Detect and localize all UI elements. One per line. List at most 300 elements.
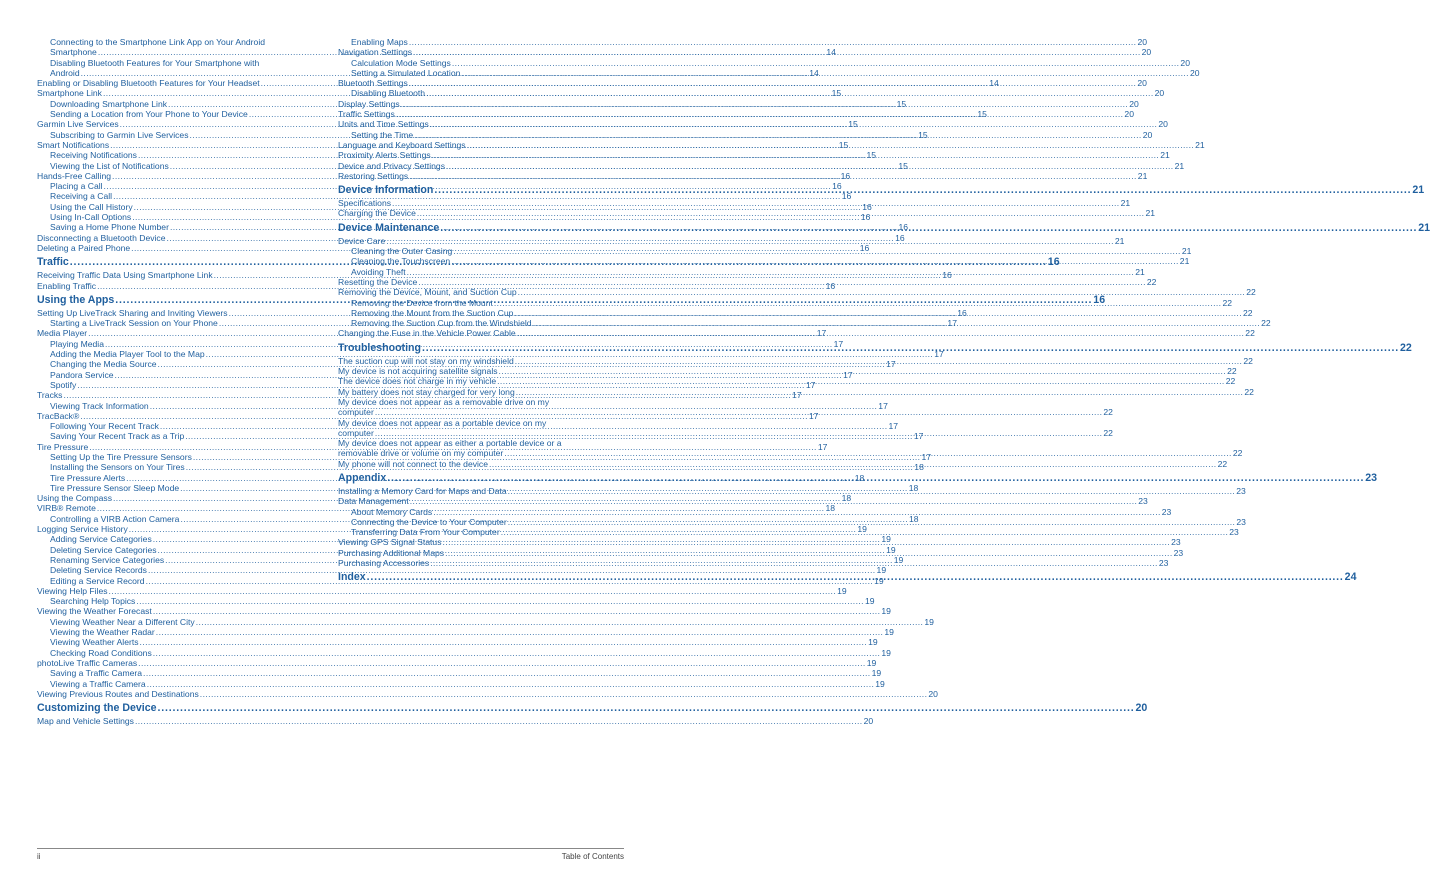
toc-page-number: 18	[914, 462, 924, 473]
toc-page-number: 16	[1047, 256, 1060, 269]
dot-leader	[501, 527, 1229, 537]
toc-page-number: 19	[884, 627, 894, 638]
toc-entry-title: Smartphone Link	[37, 88, 102, 99]
toc-page-number: 15	[977, 109, 987, 120]
dot-leader	[138, 658, 866, 668]
toc-entry-title-line1: My device does not appear as either a portable device or a	[338, 438, 562, 449]
toc-page-number: 16	[895, 232, 905, 243]
toc-entry-title: Sending a Location from Your Phone to Your Device	[50, 109, 248, 120]
toc-entry-checking-road-conditions[interactable]	[37, 647, 891, 658]
toc-page-number: 17	[913, 431, 924, 442]
toc-entry-title: Subscribing to Garmin Live Services	[50, 129, 189, 140]
toc-page-number: 22	[1399, 341, 1412, 354]
toc-page-number: 20	[1124, 109, 1134, 120]
dot-leader	[499, 366, 1227, 376]
toc-page-number: 16	[1093, 293, 1106, 306]
toc-page-number: 21	[1145, 208, 1156, 219]
toc-page-number: 15	[896, 98, 907, 109]
toc-page-number: 22	[1232, 448, 1243, 459]
dot-leader	[443, 537, 1171, 547]
toc-entry-title: Device and Privacy Settings	[338, 160, 445, 171]
dot-leader	[440, 222, 1417, 235]
toc-entry-title: Following Your Recent Track	[50, 421, 159, 432]
toc-entry-title: Media Player	[37, 328, 88, 339]
toc-page-number: 15	[831, 88, 842, 99]
toc-entry-title: Connecting the Device to Your Computer	[351, 516, 507, 527]
toc-page-number: 22	[1103, 427, 1113, 438]
dot-leader	[156, 627, 884, 637]
toc-page-number: 16	[832, 181, 842, 192]
toc-entry-title: Viewing Weather Alerts	[50, 637, 139, 648]
dot-leader	[375, 428, 1103, 438]
dot-leader	[461, 68, 1189, 78]
dot-leader	[426, 88, 1154, 98]
toc-entry-viewing-the-weather-radar[interactable]	[37, 627, 894, 638]
toc-entry-receiving-a-call[interactable]	[37, 191, 852, 202]
toc-page-number: 19	[875, 678, 885, 689]
toc-page-number: 19	[876, 565, 887, 576]
dot-leader	[409, 78, 1137, 88]
dot-leader	[467, 140, 1195, 150]
toc-page-number: 22	[1261, 318, 1271, 329]
toc-entry-title: Saving a Home Phone Number	[50, 222, 169, 233]
toc-entry-title: Smart Notifications	[37, 139, 110, 150]
dot-leader	[497, 376, 1225, 386]
toc-page-number: 21	[1412, 184, 1425, 197]
toc-entry-title: Data Management	[338, 496, 409, 507]
toc-chapter-title: Index	[338, 571, 366, 584]
toc-entry-title: Language and Keyboard Settings	[338, 139, 466, 150]
toc-entry-title-line1: My device does not appear as a removable drive on my	[338, 396, 550, 407]
toc-page-number: 18	[825, 503, 836, 514]
toc-entry-title-line2: Android	[50, 67, 80, 78]
toc-page-number: 20	[1141, 47, 1152, 58]
toc-chapter-title: Using the Apps	[37, 293, 115, 306]
toc-entry-title: Using the Compass	[37, 493, 112, 504]
toc-entry-photolive-traffic-cameras[interactable]	[37, 657, 877, 668]
toc-page-number: 21	[1120, 198, 1131, 209]
dot-leader	[417, 208, 1145, 218]
dot-leader	[410, 496, 1138, 506]
toc-page-number: 20	[1158, 119, 1168, 130]
toc-page-number: 17	[792, 390, 802, 401]
toc-page-number: 17	[817, 441, 828, 452]
toc-entry-title: About Memory Cards	[351, 506, 433, 517]
toc-entry-title: Receiving Notifications	[50, 150, 137, 161]
dot-leader	[518, 287, 1246, 297]
toc-entry-title: Enabling or Disabling Bluetooth Features for Your Headset	[37, 78, 260, 89]
toc-entry-title: photoLive Traffic Cameras	[37, 657, 138, 668]
toc-entry-title: Purchasing Additional Maps	[338, 547, 445, 558]
toc-entry-title: Deleting a Paired Phone	[37, 242, 131, 253]
toc-entry-title: Units and Time Settings	[338, 119, 429, 130]
toc-page-number: 16	[862, 201, 872, 212]
toc-page-number: 22	[1245, 328, 1255, 339]
toc-entry-title: The device does not charge in my vehicle	[338, 376, 497, 387]
toc-entry-viewing-the-weather-forecast[interactable]	[37, 606, 891, 617]
toc-page-number: 22	[1227, 366, 1237, 377]
toc-page-number: 19	[881, 534, 891, 545]
dot-leader	[414, 130, 1142, 140]
toc-entry-title: Resetting the Device	[338, 276, 418, 287]
toc-page-number: 17	[921, 451, 932, 462]
toc-page-number: 21	[1135, 266, 1145, 277]
toc-page-number: 21	[1195, 139, 1205, 150]
toc-page-number: 22	[1244, 386, 1254, 397]
toc-page-number: 21	[1114, 235, 1125, 246]
toc-entry-title: My device is not acquiring satellite signals	[338, 366, 498, 377]
toc-chapter-title: Troubleshooting	[338, 341, 421, 354]
toc-entry-title: Using the Call History	[50, 201, 133, 212]
toc-entry-title: Bluetooth Settings	[338, 78, 408, 89]
dot-leader	[367, 571, 1344, 584]
dot-leader	[153, 648, 881, 658]
toc-entry-viewing-a-traffic-camera[interactable]	[37, 678, 885, 689]
toc-entry-title: Disconnecting a Bluetooth Device	[37, 232, 166, 243]
toc-chapter-title: Device Information	[338, 184, 434, 197]
toc-entry-title-line2: computer	[338, 407, 374, 418]
toc-page-number: 19	[857, 524, 867, 535]
dot-leader	[508, 486, 1236, 496]
toc-entry-title: Viewing Track Information	[50, 400, 149, 411]
dot-leader	[445, 548, 1173, 558]
toc-entry-title: The suction cup will not stay on my windshield	[338, 355, 514, 366]
toc-entry-title: Editing a Service Record	[50, 575, 145, 586]
toc-entry-title: Removing the Suction Cup from the Windshield	[351, 318, 532, 329]
toc-entry-title: Changing the Fuse in the Vehicle Power Cable	[338, 328, 516, 339]
toc-page-number: 22	[1225, 376, 1236, 387]
toc-entry-title: Removing the Device, Mount, and Suction Cup	[338, 287, 517, 298]
toc-entry-viewing-help-files[interactable]	[37, 585, 847, 596]
toc-page-number: 21	[1160, 150, 1170, 161]
toc-entry-title: Cleaning the Touchscreen	[351, 256, 451, 267]
toc-entry-title: Display Settings	[338, 98, 400, 109]
toc-entry-title: Avoiding Theft	[351, 266, 406, 277]
page-number: ii	[37, 852, 41, 861]
toc-page-number: 14	[809, 67, 819, 78]
dot-leader	[418, 277, 1146, 287]
toc-entry-title: Device Care	[338, 235, 386, 246]
dot-leader	[387, 472, 1364, 485]
toc-page-number: 23	[1236, 485, 1246, 496]
toc-chapter-title: Traffic	[37, 256, 69, 269]
dot-leader	[508, 517, 1236, 527]
toc-page-number: 20	[1137, 78, 1147, 89]
toc-entry-title: VIRB® Remote	[37, 503, 96, 514]
toc-page-number: 17	[808, 410, 819, 421]
toc-chapter-title: Customizing the Device	[37, 702, 157, 715]
toc-entry-title-line2: computer	[338, 427, 374, 438]
toc-entry-title: Receiving a Call	[50, 191, 113, 202]
toc-entry-viewing-previous-routes-and-destinations[interactable]	[37, 688, 938, 699]
toc-entry-title: Viewing the Weather Forecast	[37, 606, 152, 617]
toc-entry-title: Traffic Settings	[338, 109, 395, 120]
toc-page-number: 15	[838, 139, 849, 150]
toc-page-number: 20	[1137, 37, 1147, 47]
toc-entry-title: Removing the Device from the Mount	[351, 297, 493, 308]
dot-leader	[432, 150, 1160, 160]
toc-entry-title-line2: removable drive or volume on my computer	[338, 448, 504, 459]
toc-entry-title: Changing the Media Source	[50, 359, 157, 370]
toc-page-number: 23	[1236, 516, 1246, 527]
toc-page-number: 18	[909, 513, 919, 524]
dot-leader	[407, 267, 1135, 277]
toc-page-number: 19	[874, 575, 884, 586]
dot-leader	[392, 198, 1120, 208]
toc-page-number: 22	[1222, 297, 1233, 308]
toc-entry-title: Tire Pressure	[37, 441, 89, 452]
toc-page-number: 16	[942, 270, 952, 281]
toc-entry-title: Deleting Service Categories	[50, 544, 157, 555]
toc-entry-title: Starting a LiveTrack Session on Your Phone	[50, 318, 218, 329]
page-footer	[37, 848, 624, 861]
toc-entry-searching-help-topics[interactable]	[37, 596, 875, 607]
toc-entry-title: Enabling Traffic	[37, 280, 97, 291]
toc-entry-title: Viewing a Traffic Camera	[50, 678, 146, 689]
toc-page-number: 18	[841, 493, 852, 504]
toc-entry-deleting-service-records[interactable]	[37, 565, 887, 576]
toc-page-number: 20	[1180, 57, 1190, 68]
toc-page-number: 21	[1137, 170, 1148, 181]
toc-page-number: 21	[1174, 160, 1185, 171]
toc-entry-title-line2: Smartphone	[50, 47, 97, 58]
toc-page-number: 19	[864, 596, 875, 607]
toc-entry-title: Disabling Bluetooth	[351, 88, 426, 99]
toc-page-number: 19	[866, 657, 877, 668]
dot-leader	[517, 328, 1245, 338]
toc-page-number: 19	[886, 544, 896, 555]
toc-entry-title: Viewing Previous Routes and Destinations	[37, 688, 199, 699]
toc-entry-title: Transferring Data From Your Computer	[351, 527, 500, 538]
dot-leader	[409, 37, 1137, 47]
dot-leader	[135, 716, 863, 726]
toc-entry-viewing-weather-alerts[interactable]	[37, 637, 878, 648]
toc-page-number: 23	[1229, 527, 1239, 538]
dot-leader	[409, 171, 1137, 181]
toc-entry-title: Setting Up the Tire Pressure Sensors	[50, 451, 192, 462]
toc-entry-title: TracBack®	[37, 410, 80, 421]
toc-page-number: 22	[1243, 355, 1253, 366]
toc-entry-title: Charging the Device	[338, 208, 416, 219]
toc-entry-title: Specifications	[338, 198, 392, 209]
toc-page-number: 17	[934, 349, 944, 360]
toc-page-number: 16	[825, 280, 836, 291]
toc-entry-map-and-vehicle-settings[interactable]	[37, 716, 874, 727]
toc-entry-title: Purchasing Accessories	[338, 558, 430, 569]
toc-entry-title: Setting Up LiveTrack Sharing and Inviting Viewers	[37, 307, 228, 318]
toc-entry-title: Proximity Alerts Settings	[338, 150, 431, 161]
dot-leader	[136, 596, 864, 606]
toc-page-number: 17	[833, 338, 844, 349]
dot-leader	[396, 109, 1124, 119]
toc-page-number: 19	[881, 647, 891, 658]
dot-leader	[200, 689, 928, 699]
toc-entry-title: My phone will not connect to the device	[338, 458, 489, 469]
toc-page-number: 20	[1129, 98, 1139, 109]
toc-page-number: 14	[826, 47, 836, 58]
toc-entry-title: Hands-Free Calling	[37, 170, 112, 181]
toc-page-number: 19	[881, 606, 891, 617]
dot-leader	[196, 617, 924, 627]
toc-entry-title: Enabling Maps	[351, 37, 408, 47]
dot-leader	[494, 298, 1222, 308]
toc-page-number: 22	[1146, 276, 1157, 287]
dot-leader	[430, 119, 1158, 129]
toc-entry-title: Tire Pressure Sensor Sleep Mode	[50, 482, 180, 493]
dot-leader	[451, 256, 1179, 266]
toc-page-number: 14	[989, 78, 999, 89]
dot-leader	[430, 558, 1158, 568]
toc-page-number: 19	[924, 616, 934, 627]
toc-page-number: 17	[843, 369, 853, 380]
toc-page-number: 22	[1243, 307, 1253, 318]
toc-entry-title: Calculation Mode Settings	[351, 57, 451, 68]
footer-section-title: Table of Contents	[561, 852, 624, 861]
toc-entry-title: Restoring Settings	[338, 170, 409, 181]
toc-page-number: 15	[898, 160, 908, 171]
toc-page-number: 23	[1158, 558, 1169, 569]
toc-entry-title: Tracks	[37, 390, 63, 401]
toc-entry-title: Adding the Media Player Tool to the Map	[50, 349, 205, 360]
dot-leader	[504, 448, 1232, 458]
toc-page-number: 17	[805, 379, 816, 390]
dot-leader	[516, 387, 1244, 397]
dot-leader	[147, 679, 875, 689]
dot-leader	[375, 407, 1103, 417]
toc-entry-title: Adding Service Categories	[50, 534, 152, 545]
dot-leader	[413, 47, 1141, 57]
dot-leader	[153, 606, 881, 616]
dot-leader	[422, 342, 1399, 355]
toc-page-number: 20	[1189, 67, 1200, 78]
toc-entry-title: Garmin Live Services	[37, 119, 119, 130]
toc-entry-title: Downloading Smartphone Link	[50, 98, 168, 109]
toc-page-number: 17	[816, 328, 827, 339]
toc-entry-title: Searching Help Topics	[50, 596, 136, 607]
toc-entry-title: Viewing the Weather Radar	[50, 627, 155, 638]
dot-leader	[401, 99, 1129, 109]
toc-entry-title: Installing the Sensors on Your Tires	[50, 462, 185, 473]
toc-entry-enabling-maps[interactable]	[338, 37, 1147, 47]
toc-page-number: 23	[1161, 506, 1172, 517]
toc-entry-title: Viewing the List of Notifications	[50, 160, 169, 171]
toc-page-number: 20	[863, 716, 874, 727]
dot-leader	[446, 161, 1174, 171]
toc-page-number: 16	[860, 212, 871, 223]
toc-entry-customizing-the-device[interactable]	[37, 702, 1148, 715]
toc-entry-title-line1: Connecting to the Smartphone Link App on Your Android	[50, 37, 266, 47]
toc-entry-title: Saving Your Recent Track as a Trip	[50, 431, 185, 442]
toc-page-number: 19	[837, 585, 847, 596]
toc-entry-title: Deleting Service Records	[50, 565, 147, 576]
toc-entry-removing-the-device-mount-and-suction-cup[interactable]	[338, 287, 1256, 298]
dot-leader	[453, 246, 1181, 256]
toc-entry-title: Installing a Memory Card for Maps and Data	[338, 485, 507, 496]
toc-entry-title: Cleaning the Outer Casing	[351, 246, 453, 257]
toc-page-number: 21	[1179, 256, 1190, 267]
toc-entry-title: Playing Media	[50, 338, 104, 349]
toc-entry-title: Checking Road Conditions	[50, 647, 152, 658]
toc-page-number: 18	[908, 482, 919, 493]
toc-entry-title: Spotify	[50, 379, 77, 390]
toc-page-number: 15	[866, 150, 877, 161]
toc-entry-title: Placing a Call	[50, 181, 103, 192]
toc-entry-title: Controlling a VIRB Action Camera	[50, 513, 180, 524]
toc-entry-saving-a-traffic-camera[interactable]	[37, 668, 882, 679]
toc-page-number: 20	[1135, 702, 1148, 715]
toc-entry-title: Setting the Time	[351, 129, 414, 140]
toc-entry-title-line1: My device does not appear as a portable device on my	[338, 417, 547, 428]
toc-page-number: 22	[1217, 458, 1228, 469]
toc-entry-title: Renaming Service Categories	[50, 554, 165, 565]
toc-page-number: 20	[928, 688, 938, 699]
toc-entry-title: Viewing GPS Signal Status	[338, 537, 442, 548]
toc-entry-title: Receiving Traffic Data Using Smartphone Link	[37, 270, 213, 281]
toc-page-number: 16	[841, 191, 852, 202]
dot-leader	[433, 507, 1161, 517]
toc-entry-adding-the-media-player-tool-to-the-map[interactable]	[37, 349, 944, 360]
toc-entry-title: Setting a Simulated Location	[351, 67, 461, 78]
toc-page-number: 23	[1365, 471, 1378, 484]
toc-page-number: 16	[840, 170, 851, 181]
toc-entry-title: Logging Service History	[37, 524, 128, 535]
toc-page-number: 19	[871, 668, 882, 679]
toc-page-number: 24	[1344, 571, 1357, 584]
toc-page-number: 16	[859, 242, 870, 253]
toc-entry-title-line1: Disabling Bluetooth Features for Your Smartphone with	[50, 57, 260, 68]
toc-entry-title: Pandora Service	[50, 369, 114, 380]
dot-leader	[489, 459, 1217, 469]
toc-page-number: 17	[878, 400, 888, 411]
dot-leader	[514, 308, 1242, 318]
toc-page-number: 23	[1138, 496, 1148, 507]
toc-page-number: 21	[1418, 221, 1430, 234]
dot-leader	[140, 637, 868, 647]
toc-page-number: 16	[957, 307, 967, 318]
dot-leader	[109, 586, 837, 596]
toc-page-number: 19	[868, 637, 878, 648]
toc-entry-title: Saving a Traffic Camera	[50, 668, 143, 679]
toc-page-number: 23	[1173, 547, 1184, 558]
toc-page-number: 21	[1181, 246, 1192, 257]
toc-page-number: 20	[1142, 129, 1153, 140]
toc-entry-title: Tire Pressure Alerts	[50, 472, 126, 483]
dot-leader	[143, 668, 871, 678]
toc-entry-title: Navigation Settings	[338, 47, 413, 58]
toc-page-number: 17	[888, 421, 899, 432]
dot-leader	[533, 318, 1261, 328]
toc-entry-title: Viewing Weather Near a Different City	[50, 616, 195, 627]
toc-entry-title: Viewing Help Files	[37, 585, 108, 596]
toc-page-number: 22	[1246, 287, 1256, 298]
dot-leader	[434, 184, 1411, 197]
toc-page-number: 20	[1154, 88, 1165, 99]
toc-entry-title: Using In-Call Options	[50, 212, 132, 223]
toc-page-number: 15	[918, 129, 928, 140]
toc-page-number: 18	[854, 472, 865, 483]
dot-leader	[158, 702, 1135, 715]
toc-entry-calculation-mode-settings[interactable]	[338, 57, 1190, 68]
toc-page-number: 16	[898, 222, 909, 233]
toc-page-number: 22	[1103, 407, 1113, 418]
toc-chapter-title: Appendix	[338, 471, 387, 484]
dot-leader	[515, 356, 1243, 366]
toc-entry-viewing-weather-near-a-different-city[interactable]	[37, 616, 934, 627]
toc-entry-title: Removing the Mount from the Suction Cup	[351, 307, 514, 318]
dot-leader	[452, 58, 1180, 68]
toc-entry-title: Map and Vehicle Settings	[37, 716, 134, 727]
toc-page-number: 23	[1171, 537, 1181, 548]
